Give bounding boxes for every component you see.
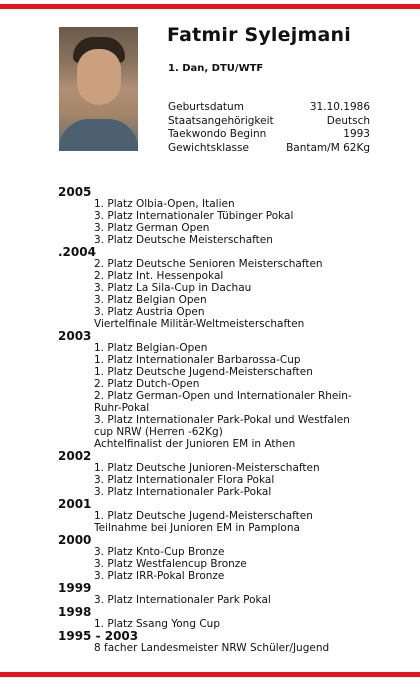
career-entry: 3. Platz Westfalencup Bronze	[94, 558, 247, 570]
info-row	[168, 101, 370, 115]
career-entry: 3. Platz Knto-Cup Bronze	[94, 546, 225, 558]
info-value: 31.10.1986	[309, 101, 370, 113]
career-entry: 1. Platz Internationaler Barbarossa-Cup	[94, 354, 301, 366]
profile-photo	[59, 27, 138, 151]
career-entry: 3. Platz La Sila-Cup in Dachau	[94, 282, 252, 294]
info-label: Gewichtsklasse	[168, 141, 249, 154]
info-label: Geburtsdatum	[168, 101, 244, 113]
info-value: 1993	[343, 128, 370, 140]
info-value: Deutsch	[326, 114, 370, 127]
info-row	[168, 142, 370, 156]
career-entry: Viertelfinale Militär-Weltmeisterschaften	[94, 318, 305, 330]
career-entry: 3. Platz Austria Open	[94, 306, 205, 318]
career-year: 1998	[58, 605, 92, 619]
top-accent-bar	[0, 4, 420, 9]
career-entry: Achtelfinalist der Junioren EM in Athen	[94, 438, 296, 450]
career-year: 2000	[58, 533, 92, 547]
career-entry: 2. Platz Deutsche Senioren Meisterschaften	[94, 258, 323, 270]
career-entry: 3. Platz Internationaler Park Pokal	[94, 594, 271, 606]
career-entry: 3. Platz German Open	[94, 222, 210, 234]
career-entry: 3. Platz Internationaler Park-Pokal und Westfalen cup NRW (Herren -62Kg)	[94, 414, 350, 438]
info-label: Taekwondo Beginn	[168, 128, 267, 140]
career-entry: 1. Platz Olbia-Open, Italien	[94, 198, 235, 210]
career-entry: 2. Platz German-Open und Internationaler Rhein-Ruhr-Pokal	[94, 390, 352, 414]
career-entry: 3. Platz Internationaler Flora Pokal	[94, 474, 275, 486]
info-row	[168, 115, 370, 129]
career-year: 2001	[58, 497, 92, 511]
info-value: Bantam/M 62Kg	[286, 141, 370, 154]
career-year: 2005	[58, 185, 92, 199]
career-entry: Teilnahme bei Junioren EM in Pamplona	[94, 522, 300, 534]
info-row	[168, 128, 370, 142]
career-year: .2004	[58, 245, 96, 259]
career-year: 2002	[58, 449, 92, 463]
career-entry: 1. Platz Deutsche Junioren-Meisterschaften	[94, 462, 320, 474]
athlete-rank: 1. Dan, DTU/WTF	[168, 63, 264, 74]
career-entry: 3. Platz IRR-Pokal Bronze	[94, 570, 225, 582]
career-year: 1999	[58, 581, 92, 595]
career-entry: 3. Platz Internationaler Park-Pokal	[94, 486, 272, 498]
info-table	[168, 101, 370, 155]
career-entry: 2. Platz Dutch-Open	[94, 378, 200, 390]
career-entry: 1. Platz Deutsche Jugend-Meisterschaften	[94, 366, 313, 378]
career-entry: 3. Platz Internationaler Tübinger Pokal	[94, 210, 294, 222]
bottom-accent-bar	[0, 672, 420, 677]
career-entry: 1. Platz Deutsche Jugend-Meisterschaften	[94, 510, 313, 522]
info-label: Staatsangehörigkeit	[168, 114, 274, 127]
career-list	[58, 186, 358, 654]
career-entry: 1. Platz Belgian-Open	[94, 342, 208, 354]
career-entry: 3. Platz Deutsche Meisterschaften	[94, 234, 273, 246]
career-entry: 8 facher Landesmeister NRW Schüler/Jugend	[94, 642, 330, 654]
career-entry: 3. Platz Belgian Open	[94, 294, 207, 306]
career-year: 2003	[58, 329, 92, 343]
career-year: 1995 - 2003	[58, 629, 139, 643]
career-entry: 1. Platz Ssang Yong Cup	[94, 618, 220, 630]
career-entry: 2. Platz Int. Hessenpokal	[94, 270, 224, 282]
athlete-name: Fatmir Sylejmani	[167, 24, 351, 46]
